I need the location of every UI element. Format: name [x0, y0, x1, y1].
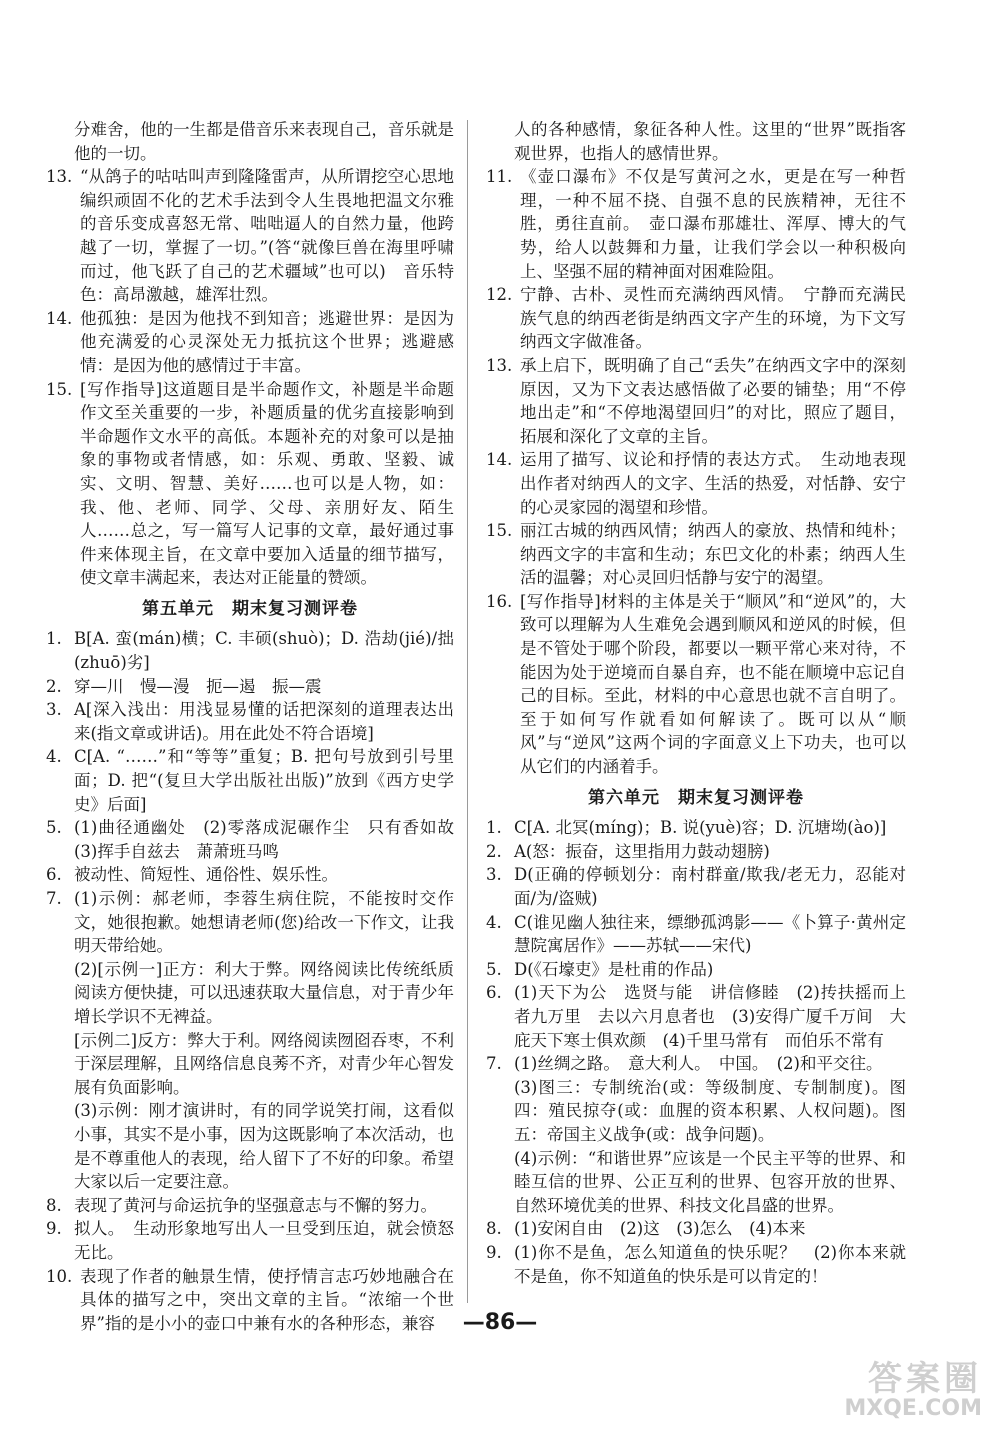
answer-text: A[深入浅出：用浅显易懂的话把深刻的道理表达出来(指文章或讲话)。用在此处不符合语境]: [74, 700, 454, 743]
answer-text: 表现了黄河与命运抗争的坚强意志与不懈的努力。: [74, 1195, 437, 1215]
answer-item: [46, 307, 454, 378]
answer-item: [486, 283, 906, 354]
answer-text: (1)安闲自由 (2)这 (3)怎么 (4)本来: [514, 1219, 806, 1239]
answer-item: [486, 911, 906, 958]
answer-text: 运用了描写、议论和抒情的表达方式。 生动地表现出作者对纳西人的文字、生活的热爱，对恬静、安宁的心灵家园的渴望和珍惜。: [520, 450, 906, 517]
answer-text: 拟人。 生动形象地写出人一旦受到压迫，就会愤怒无比。: [74, 1219, 454, 1262]
answer-item: [486, 165, 906, 283]
answer-item: [486, 1217, 906, 1241]
answer-text: (1)示例：郝老师，李蓉生病住院，不能按时交作文，她很抱歉。她想请老师(您)给改一下作文，让我明天带给她。: [74, 889, 454, 956]
answer-item: [486, 1147, 906, 1218]
answer-text: C(谁见幽人独往来，缥缈孤鸿影——《卜算子·黄州定慧院寓居作》——苏轼——宋代): [514, 912, 906, 956]
answer-item: [486, 590, 906, 779]
answer-item: [486, 519, 906, 590]
answer-item: [46, 958, 454, 1029]
answer-number: 15.: [486, 521, 513, 541]
answer-text: (3)图三：专制统治(或：等级制度、专制制度)。图四：殖民掠夺(或：血腥的资本积累、人权问题)。图五：帝国主义战争(或：战争问题)。: [514, 1077, 906, 1144]
answer-number: [46, 1029, 74, 1100]
answer-number: 2.: [486, 841, 502, 861]
answer-item: [46, 378, 454, 590]
answer-item: [486, 1241, 906, 1288]
answer-number: 9.: [46, 1219, 62, 1239]
page-number: —86—: [462, 1310, 538, 1335]
left-column: [46, 118, 471, 1335]
watermark-logo: 答案圈: [868, 1359, 982, 1399]
answer-item: [46, 627, 454, 674]
answer-text: 承上启下，既明确了自己“丢失”在纳西文字中的深刻原因，又为下文表达感悟做了必要的铺垫；用“不停地出走”和“不停地渴望回归”的对比，照应了题目，拓展和深化了文章的主旨。: [520, 355, 906, 446]
answer-number: 6.: [46, 865, 62, 885]
answer-text: 人的各种感情，象征各种人性。这里的“世界”既指客观世界，也指人的感情世界。: [514, 120, 906, 163]
answer-text: [写作指导]这道题目是半命题作文，补题是半命题作文至关重要的一步，补题质量的优劣直接影响到半命题作文水平的高低。本题补充的对象可以是抽象的事物或者情感，如：乐观、勇敢、坚毅、诚实、文明、智慧、美好……也可以是人物，如：我、他、老师、同学、父母、亲朋好友、陌生人……总之，写一篇写人记事的文章，最好通过事件来体现主旨，在文章中要加入适量的细节描写，使文章丰满起来，表达对正能量的赞颂。: [80, 379, 454, 588]
answer-item: [46, 675, 454, 699]
answer-item: [46, 887, 454, 958]
answer-number: 3.: [486, 865, 502, 885]
answer-text: 被动性、简短性、通俗性、娱乐性。: [74, 865, 338, 885]
answer-item: [46, 816, 471, 863]
answer-text: (2)[示例一]正方：利大于弊。网络阅读比传统纸质阅读方便快捷，可以迅速获取大量信息，对于青少年增长学识不无裨益。: [74, 959, 454, 1026]
answer-text: (3)示例：刚才演讲时，有的同学说笑打闹，这看似小事，其实不是小事，因为这既影响了本次活动，也是不尊重他人的表现，给人留下了不好的印象。希望大家以后一定要注意。: [74, 1101, 454, 1192]
answer-text: 《壶口瀑布》不仅是写黄河之水，更是在写一种哲理，一种不屈不挠、自强不息的民族精神，无往不胜，勇往直前。 壶口瀑布那雄壮、浑厚、博大的气势，给人以鼓舞和力量，让我们学会以一种积极向上、坚强不屈的精神面对困难险阻。: [520, 167, 906, 281]
answer-item: [486, 863, 906, 910]
answer-item: [46, 863, 454, 887]
section-heading: 第六单元 期末复习测评卷: [588, 787, 804, 808]
answer-text: A(怒：振奋，这里指用力鼓动翅膀): [514, 841, 770, 861]
answer-item: [46, 118, 454, 165]
answer-text: (1)曲径通幽处 (2)零落成泥碾作尘 只有香如故 (3)挥手自兹去 萧萧班马鸣: [74, 818, 471, 861]
answer-number: 5.: [486, 959, 502, 979]
section-heading: 第五单元 期末复习测评卷: [142, 598, 358, 619]
answer-number: 6.: [486, 983, 502, 1003]
answer-text: C[A. “……”和“等等”重复；B. 把句号放到引号里面；D. 把“(复旦大学出版社出版)”放到《西方史学史》后面]: [74, 747, 454, 814]
answer-number: 16.: [486, 591, 513, 611]
answer-text: (4)示例：“和谐世界”应该是一个民主平等的世界、和睦互信的世界、公正互利的世界、包容开放的世界、自然环境优美的世界、科技文化昌盛的世界。: [514, 1148, 906, 1215]
answer-number: 14.: [46, 308, 73, 328]
answer-number: 11.: [486, 167, 513, 187]
answer-item: [486, 448, 906, 519]
answer-number: [486, 1076, 514, 1147]
answer-text: (1)你不是鱼，怎么知道鱼的快乐呢？ (2)你本来就不是鱼，你不知道鱼的快乐是可以肯定的！: [514, 1242, 906, 1286]
watermark-url: MXQE.COM: [844, 1396, 982, 1421]
answer-number: 15.: [46, 379, 73, 399]
answer-number: 1.: [46, 629, 62, 649]
answer-text: B[A. 蛮(mán)横；C. 丰硕(shuò)；D. 浩劫(jié)/拙(zhuō)劣]: [74, 629, 454, 673]
answer-item: [486, 958, 906, 982]
answer-text: D(《石壕吏》是杜甫的作品): [514, 959, 714, 979]
answer-number: 4.: [486, 912, 502, 932]
answer-number: 13.: [486, 355, 513, 375]
answer-text: 分难舍，他的一生都是借音乐来表现自己，音乐就是他的一切。: [74, 120, 454, 163]
answer-number: [46, 958, 74, 1029]
answer-number: 8.: [46, 1195, 62, 1215]
answer-number: 9.: [486, 1242, 502, 1262]
answer-item: [486, 118, 906, 165]
answer-item: [46, 1217, 454, 1264]
answer-item: [46, 165, 454, 307]
answer-item: [486, 354, 906, 448]
answer-text: D(正确的停顿划分：南村群童/欺我/老无力，忍能对面/为/盗贼): [514, 865, 906, 908]
answer-number: [486, 118, 514, 165]
answer-text: 表现了作者的触景生情，使抒情言志巧妙地融合在具体的描写之中，突出文章的主旨。“浓缩一个世界”指的是小小的壶口中兼有水的各种形态，兼容: [80, 1266, 454, 1333]
answer-text: 丽江古城的纳西风情；纳西人的豪放、热情和纯朴；纳西文字的丰富和生动；东巴文化的朴素；纳西人生活的温馨；对心灵回归恬静与安宁的渴望。: [520, 521, 906, 588]
answer-number: [46, 118, 74, 165]
answer-number: 1.: [486, 818, 502, 838]
answer-number: 8.: [486, 1219, 502, 1239]
answer-text: “从鸽子的咕咕叫声到隆隆雷声，从所谓挖空心思地编织顽固不化的艺术手法到令人生畏地把温文尔雅的音乐变成喜怒无常、咄咄逼人的自然力量，他跨越了一切，掌握了一切。”(答“就像巨兽在海里呼啸而过，他飞跃了自己的艺术疆域”也可以) 音乐特色：高昂激越，雄浑壮烈。: [80, 167, 454, 305]
answer-text: (1)天下为公 选贤与能 讲信修睦 (2)抟扶摇而上者九万里 去以六月息者也 (3)安得广厦千万间 大庇天下寒士俱欢颜 (4)千里马常有 而伯乐不常有: [514, 983, 906, 1050]
answer-number: [486, 1147, 514, 1218]
answer-number: 5.: [46, 818, 62, 838]
answer-item: [486, 816, 906, 840]
answer-number: [46, 1099, 74, 1193]
answer-text: (1)丝绸之路。 意大利人。 中国。 (2)和平交往。: [514, 1054, 883, 1074]
answer-text: 穿—川 慢—漫 扼—遏 振—震: [74, 676, 322, 696]
answer-text: [示例二]反方：弊大于利。网络阅读囫囵吞枣，不利于深层理解，且网络信息良莠不齐，对青少年心智发展有负面影响。: [74, 1030, 454, 1097]
answer-number: 10.: [46, 1266, 73, 1286]
answer-number: 13.: [46, 167, 73, 187]
answer-number: 4.: [46, 747, 62, 767]
answer-number: 14.: [486, 450, 513, 470]
answer-number: 7.: [46, 889, 62, 908]
answer-item: [486, 1076, 906, 1147]
answer-number: 2.: [46, 676, 62, 696]
answer-item: [486, 1052, 906, 1076]
answer-item: [46, 1194, 454, 1218]
answer-item: [46, 698, 454, 745]
answer-text: [写作指导]材料的主体是关于“顺风”和“逆风”的，大致可以理解为人生难免会遇到顺风和逆风的时候，但是不管处于哪个阶段，都要以一颗平常心来对待，不能因为处于逆境而自暴自弃，也不能在顺境中忘记自己的目标。至此，材料的中心意思也就不言自明了。至于如何写作就看如何解读了。既可以从“顺风”与“逆风”这两个词的字面意义上下功夫，也可以从它们的内涵着手。: [520, 591, 906, 777]
answer-number: 7.: [486, 1054, 502, 1074]
answer-text: 宁静、古朴、灵性而充满纳西风情。 宁静而充满民族气息的纳西老街是纳西文字产生的环境，为下文写纳西文字做准备。: [520, 285, 906, 352]
answer-item: [486, 981, 906, 1052]
answer-text: C[A. 北冥(míng)；B. 说(yuè)容；D. 沉塘坳(ào)]: [514, 818, 887, 838]
answer-number: 12.: [486, 285, 513, 305]
right-column: [486, 118, 906, 1288]
answer-item: [46, 1029, 454, 1100]
answer-item: [46, 1099, 454, 1193]
answer-text: 他孤独：是因为他找不到知音；逃避世界：是因为他充满爱的心灵深处无力抵抗这个世界；逃避感情：是因为他的感情过于丰富。: [80, 308, 454, 375]
watermark: [844, 1351, 982, 1421]
answer-number: 3.: [46, 700, 62, 720]
answer-item: [486, 840, 906, 864]
column-divider: [467, 120, 468, 1303]
answer-item: [46, 745, 454, 816]
